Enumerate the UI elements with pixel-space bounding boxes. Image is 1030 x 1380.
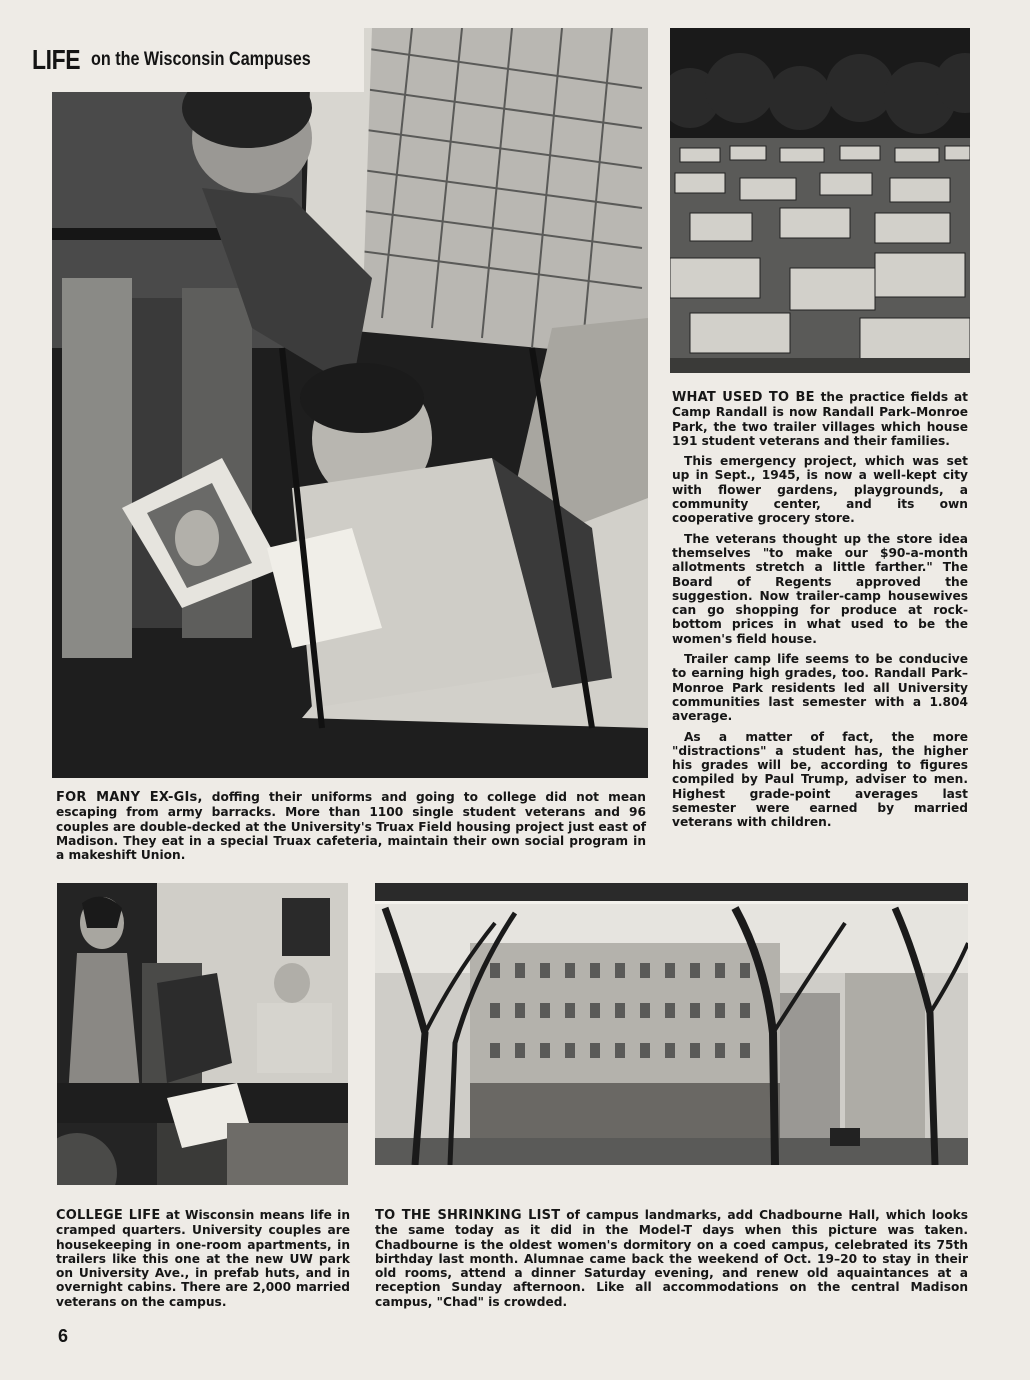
barracks-caption xyxy=(56,790,646,868)
barracks-photo xyxy=(52,28,648,778)
header-subtitle: on the Wisconsin Campuses xyxy=(90,49,311,70)
trailer-village-caption xyxy=(672,390,968,836)
caption-body: of campus landmarks, add Chadbourne Hall, which looks the same today as it did in the Model-T days when this picture was taken. Chadbourne is the oldest women's dormitory on a coed campus, celebrated its 75th birthday last month. Alumnae came back the weekend of Oct. 19–20 to stay in their old rooms, attend a dinner Saturday evening, and renew old aquaintances at a reception Sunday afternoon. Like all accommodations on the central Madison campus, "Chad" is crowded. xyxy=(375,1208,969,1309)
trailer-couple-photo xyxy=(57,883,348,1185)
caption-paragraph: This emergency project, which was set up in Sept., 1945, is now a well-kept city with flower gardens, playgrounds, a community center, and its own cooperative grocery store. xyxy=(672,454,968,526)
caption-paragraph: the practice fields at Camp Randall is now Randall Park–Monroe Park, the two trailer villages which house 191 student veterans and their families. xyxy=(672,390,968,448)
page-header xyxy=(32,28,364,92)
page-number: 6 xyxy=(58,1326,69,1346)
college-life-caption xyxy=(56,1208,350,1315)
chadbourne-caption xyxy=(375,1208,968,1315)
caption-body: at Wisconsin means life in cramped quarters. University couples are housekeeping in one-room apartments, in trailers like this one at the new UW park on University Ave., in prefab huts, and in overnight cabins. There are 2,000 married veterans on the campus. xyxy=(56,1208,350,1309)
chadbourne-hall-photo xyxy=(375,883,968,1165)
caption-paragraph: Trailer camp life seems to be conducive to earning high grades, too. Randall Park–Monroe Park residents led all University communities last semester with a 1.804 average. xyxy=(672,652,968,724)
caption-paragraph: As a matter of fact, the more "distractions" a student has, the higher his grades will be, according to figures compiled by Paul Trump, adviser to men. Highest grade-point averages last semester were earned by married veterans with children. xyxy=(672,729,968,830)
caption-body: doffing their uniforms and going to college did not mean escaping from army barracks. More than 1100 single student veterans and 96 couples are double-decked at the University's Truax Field housing project just east of Madison. They eat in a special Truax cafeteria, maintain their own social program in a makeshift Union. xyxy=(56,790,646,863)
caption-lead: COLLEGE LIFE xyxy=(56,1208,161,1223)
header-life: LIFE xyxy=(32,44,81,75)
caption-paragraph: The veterans thought up the store idea themselves "to make our $90-a-month allotments stretch a little farther." The Board of Regents approved the suggestion. Now trailer-camp housewives can go shopping for produce at rock-bottom prices in what used to be the women's field house. xyxy=(672,531,968,646)
trailer-village-photo xyxy=(670,28,970,373)
caption-lead: WHAT USED TO BE xyxy=(672,390,815,405)
caption-lead: TO THE SHRINKING LIST xyxy=(375,1208,561,1223)
caption-lead: FOR MANY EX-GIs, xyxy=(56,790,203,805)
